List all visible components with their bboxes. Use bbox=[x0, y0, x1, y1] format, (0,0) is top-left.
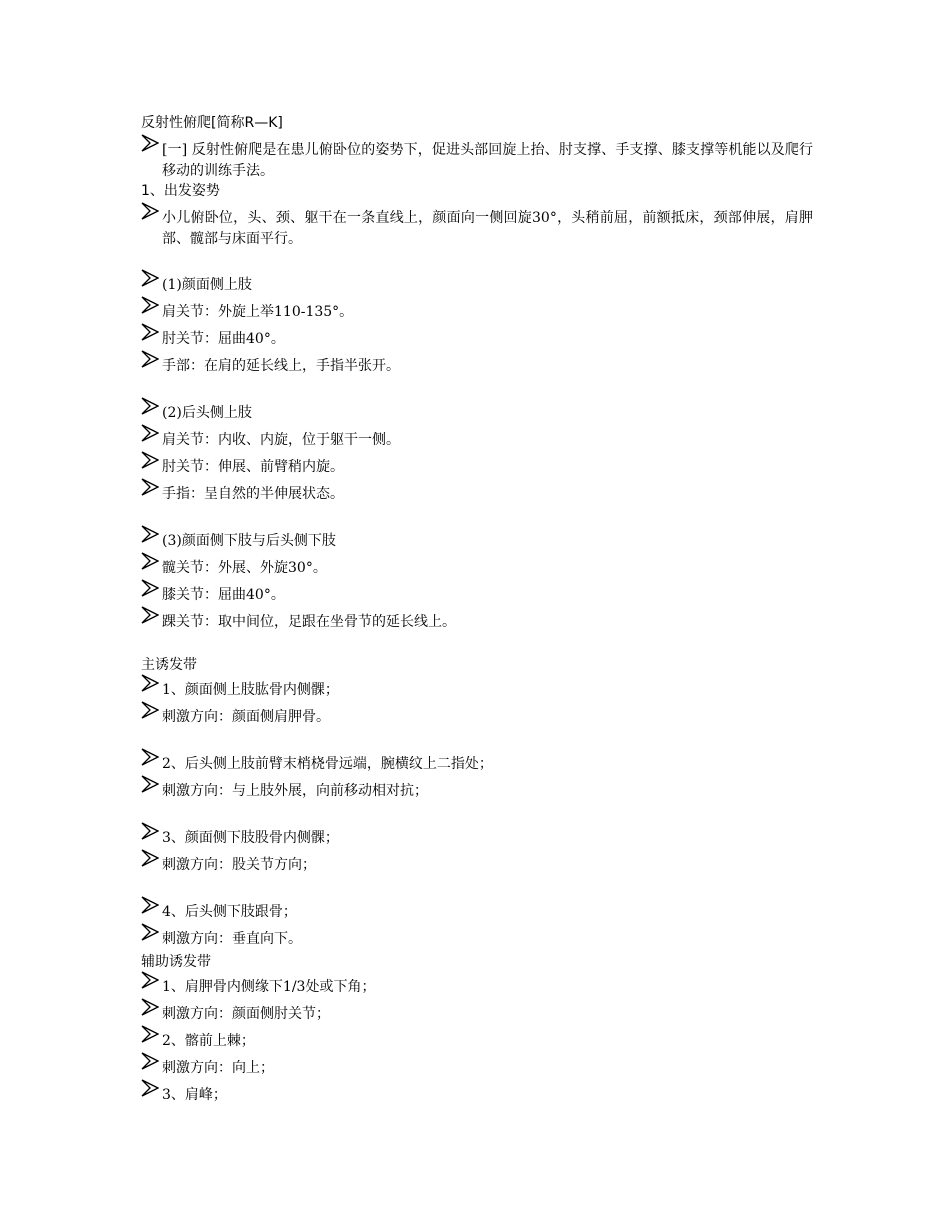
list-item bbox=[141, 855, 813, 876]
arrow-bullet-icon bbox=[141, 350, 159, 368]
subheading-lower-limbs: (3)颜面侧下肢与后头侧下肢 bbox=[162, 533, 336, 549]
arrow-bullet-icon bbox=[141, 822, 159, 840]
arrow-bullet-icon bbox=[141, 424, 159, 442]
arrow-bullet-icon bbox=[141, 1079, 159, 1097]
list-item-text: 膝关节：屈曲40°。 bbox=[162, 587, 285, 603]
arrow-bullet-icon bbox=[141, 674, 159, 692]
section-heading-aux-zones: 辅助诱发带 bbox=[141, 954, 211, 970]
start-posture-item bbox=[141, 208, 813, 250]
subheading-occiput-upper-limb: (2)后头侧上肢 bbox=[162, 405, 252, 421]
list-item bbox=[141, 585, 813, 606]
arrow-bullet-icon bbox=[141, 606, 159, 624]
list-item-text: 刺激方向：颜面侧肘关节； bbox=[162, 1006, 330, 1022]
arrow-bullet-icon bbox=[141, 269, 159, 287]
list-item-text: 手部：在肩的延长线上，手指半张开。 bbox=[162, 358, 400, 374]
arrow-bullet-icon bbox=[141, 552, 159, 570]
list-item bbox=[141, 484, 813, 505]
arrow-bullet-icon bbox=[141, 202, 159, 220]
section-heading-main-zones: 主诱发带 bbox=[141, 657, 197, 673]
list-item bbox=[141, 680, 813, 701]
list-item-text: 1、颜面侧上肢肱骨内侧髁； bbox=[162, 682, 339, 698]
list-item-text: 刺激方向：垂直向下。 bbox=[162, 931, 302, 947]
list-item bbox=[141, 612, 813, 633]
arrow-bullet-icon bbox=[141, 451, 159, 469]
arrow-bullet-icon bbox=[141, 896, 159, 914]
document-title: 反射性俯爬[简称R—K] bbox=[141, 115, 283, 131]
section-heading-start-posture: 1、出发姿势 bbox=[141, 183, 220, 199]
list-item bbox=[141, 403, 813, 424]
list-item-text: 肩关节：内收、内旋，位于躯干一侧。 bbox=[162, 432, 400, 448]
list-item bbox=[141, 1031, 813, 1052]
list-item-text: 肩关节：外旋上举110-135°。 bbox=[162, 304, 354, 320]
list-item bbox=[141, 1085, 813, 1106]
subheading-face-upper-limb: (1)颜面侧上肢 bbox=[162, 277, 252, 293]
list-item-text: 肘关节：伸展、前臂稍内旋。 bbox=[162, 459, 344, 475]
list-item bbox=[141, 902, 813, 923]
arrow-bullet-icon bbox=[141, 849, 159, 867]
arrow-bullet-icon bbox=[141, 775, 159, 793]
arrow-bullet-icon bbox=[141, 397, 159, 415]
arrow-bullet-icon bbox=[141, 323, 159, 341]
list-item-text: 手指：呈自然的半伸展状态。 bbox=[162, 486, 344, 502]
arrow-bullet-icon bbox=[141, 525, 159, 543]
list-item bbox=[141, 828, 813, 849]
list-item bbox=[141, 1058, 813, 1079]
list-item-text: 刺激方向：与上肢外展，向前移动相对抗； bbox=[162, 783, 428, 799]
arrow-bullet-icon bbox=[141, 579, 159, 597]
list-item bbox=[141, 1004, 813, 1025]
arrow-bullet-icon bbox=[141, 478, 159, 496]
list-item bbox=[141, 302, 813, 323]
list-item-text: 2、髂前上棘； bbox=[162, 1033, 255, 1049]
arrow-bullet-icon bbox=[141, 923, 159, 941]
list-item-text: 刺激方向：股关节方向； bbox=[162, 857, 316, 873]
list-item bbox=[141, 356, 813, 377]
list-item-text: 刺激方向：颜面侧肩胛骨。 bbox=[162, 709, 330, 725]
list-item bbox=[141, 558, 813, 579]
arrow-bullet-icon bbox=[141, 296, 159, 314]
list-item bbox=[141, 781, 813, 802]
arrow-bullet-icon bbox=[141, 748, 159, 766]
list-item bbox=[141, 977, 813, 998]
list-item-text: 肘关节：屈曲40°。 bbox=[162, 331, 285, 347]
list-item-text: 3、肩峰； bbox=[162, 1087, 227, 1103]
list-item-text: 刺激方向：向上； bbox=[162, 1060, 274, 1076]
list-item bbox=[141, 707, 813, 728]
list-item bbox=[141, 531, 813, 552]
list-item-text: 4、后头侧下肢跟骨； bbox=[162, 904, 297, 920]
list-item bbox=[141, 275, 813, 296]
arrow-bullet-icon bbox=[141, 134, 159, 152]
list-item-text: 髋关节：外展、外旋30°。 bbox=[162, 560, 327, 576]
arrow-bullet-icon bbox=[141, 998, 159, 1016]
list-item-text: 3、颜面侧下肢股骨内侧髁； bbox=[162, 830, 339, 846]
list-item-text: 1、肩胛骨内侧缘下1/3处或下角； bbox=[162, 979, 376, 995]
arrow-bullet-icon bbox=[141, 1025, 159, 1043]
list-item bbox=[141, 430, 813, 451]
list-item bbox=[141, 929, 813, 950]
start-posture-text: 小儿俯卧位，头、颈、躯干在一条直线上，颜面向一侧回旋30°，头稍前屈，前额抵床，颈部伸展，肩胛部、髋部与床面平行。 bbox=[162, 210, 813, 247]
list-item-text: 2、后头侧上肢前臂末梢桡骨远端，腕横纹上二指处； bbox=[162, 756, 493, 772]
list-item bbox=[141, 329, 813, 350]
list-item bbox=[141, 457, 813, 478]
arrow-bullet-icon bbox=[141, 1052, 159, 1070]
arrow-bullet-icon bbox=[141, 971, 159, 989]
intro-item bbox=[141, 140, 813, 182]
intro-text: [一] 反射性俯爬是在患儿俯卧位的姿势下，促进头部回旋上抬、肘支撑、手支撑、膝支撑等机能以及爬行移动的训练手法。 bbox=[162, 142, 813, 179]
list-item bbox=[141, 754, 813, 775]
arrow-bullet-icon bbox=[141, 701, 159, 719]
list-item-text: 踝关节：取中间位，足跟在坐骨节的延长线上。 bbox=[162, 614, 456, 630]
